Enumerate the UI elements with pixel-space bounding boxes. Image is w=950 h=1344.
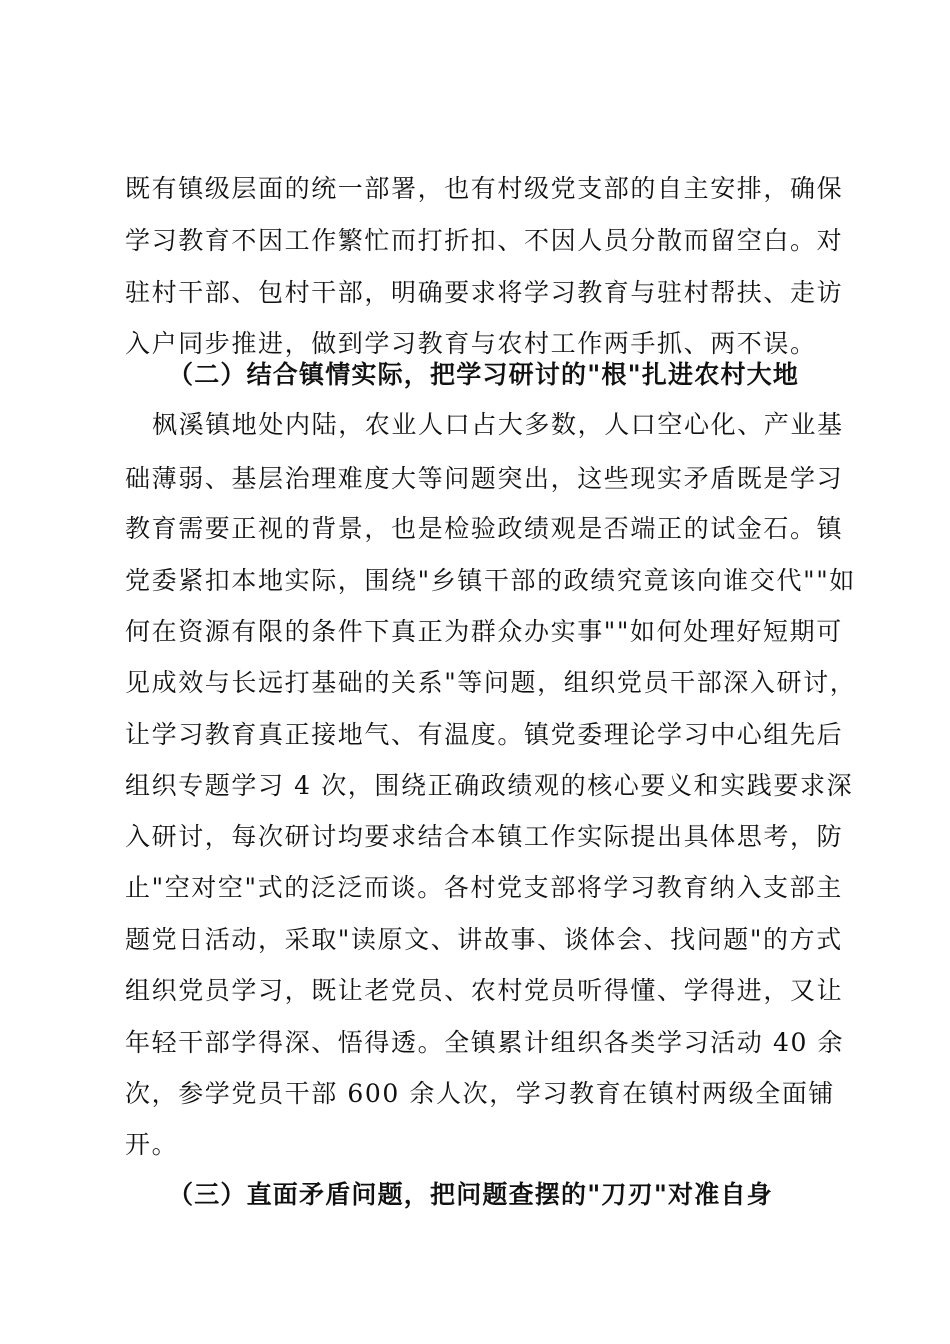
body-text-line: 组织专题学习 4 次，围绕正确政绩观的核心要义和实践要求深 <box>125 771 854 800</box>
body-text-line: 既有镇级层面的统一部署，也有村级党支部的自主安排，确保 <box>125 174 844 203</box>
body-text-line: 止"空对空"式的泛泛而谈。各村党支部将学习教育纳入支部主 <box>125 873 843 902</box>
body-text-line: 见成效与长远打基础的关系"等问题，组织党员干部深入研讨， <box>125 668 857 697</box>
body-text-line: 年轻干部学得深、悟得透。全镇累计组织各类学习活动 40 余 <box>125 1028 845 1057</box>
body-text-line: 学习教育不因工作繁忙而打折扣、不因人员分散而留空白。对 <box>125 226 844 255</box>
body-text-line: 开。 <box>125 1130 179 1159</box>
section-heading-3: （三）直面矛盾问题，把问题查摆的"刀刃"对准自身 <box>168 1180 773 1209</box>
body-text-line: 驻村干部、包村干部，明确要求将学习教育与驻村帮扶、走访 <box>125 278 844 307</box>
body-text-line: 让学习教育真正接地气、有温度。镇党委理论学习中心组先后 <box>125 720 844 749</box>
section-heading-2: （二）结合镇情实际，把学习研讨的"根"扎进农村大地 <box>168 360 800 389</box>
body-text-line: 党委紧扣本地实际，围绕"乡镇干部的政绩究竟该向谁交代""如 <box>125 566 856 595</box>
body-text-line: 入研讨，每次研讨均要求结合本镇工作实际提出具体思考，防 <box>125 822 844 851</box>
body-text-line: 题党日活动，采取"读原文、讲故事、谈体会、找问题"的方式 <box>125 925 843 954</box>
body-text-line: 组织党员学习，既让老党员、农村党员听得懂、学得进，又让 <box>125 976 844 1005</box>
body-text-line: 何在资源有限的条件下真正为群众办实事""如何处理好短期可 <box>125 617 843 646</box>
body-text-line: 教育需要正视的背景，也是检验政绩观是否端正的试金石。镇 <box>125 514 844 543</box>
body-text-line: 次，参学党员干部 600 余人次，学习教育在镇村两级全面铺 <box>125 1079 836 1108</box>
body-text-line: 入户同步推进，做到学习教育与农村工作两手抓、两不误。 <box>125 329 817 358</box>
body-text-line: 础薄弱、基层治理难度大等问题突出，这些现实矛盾既是学习 <box>125 464 844 493</box>
body-text-line: 枫溪镇地处内陆，农业人口占大多数，人口空心化、产业基 <box>152 410 844 439</box>
